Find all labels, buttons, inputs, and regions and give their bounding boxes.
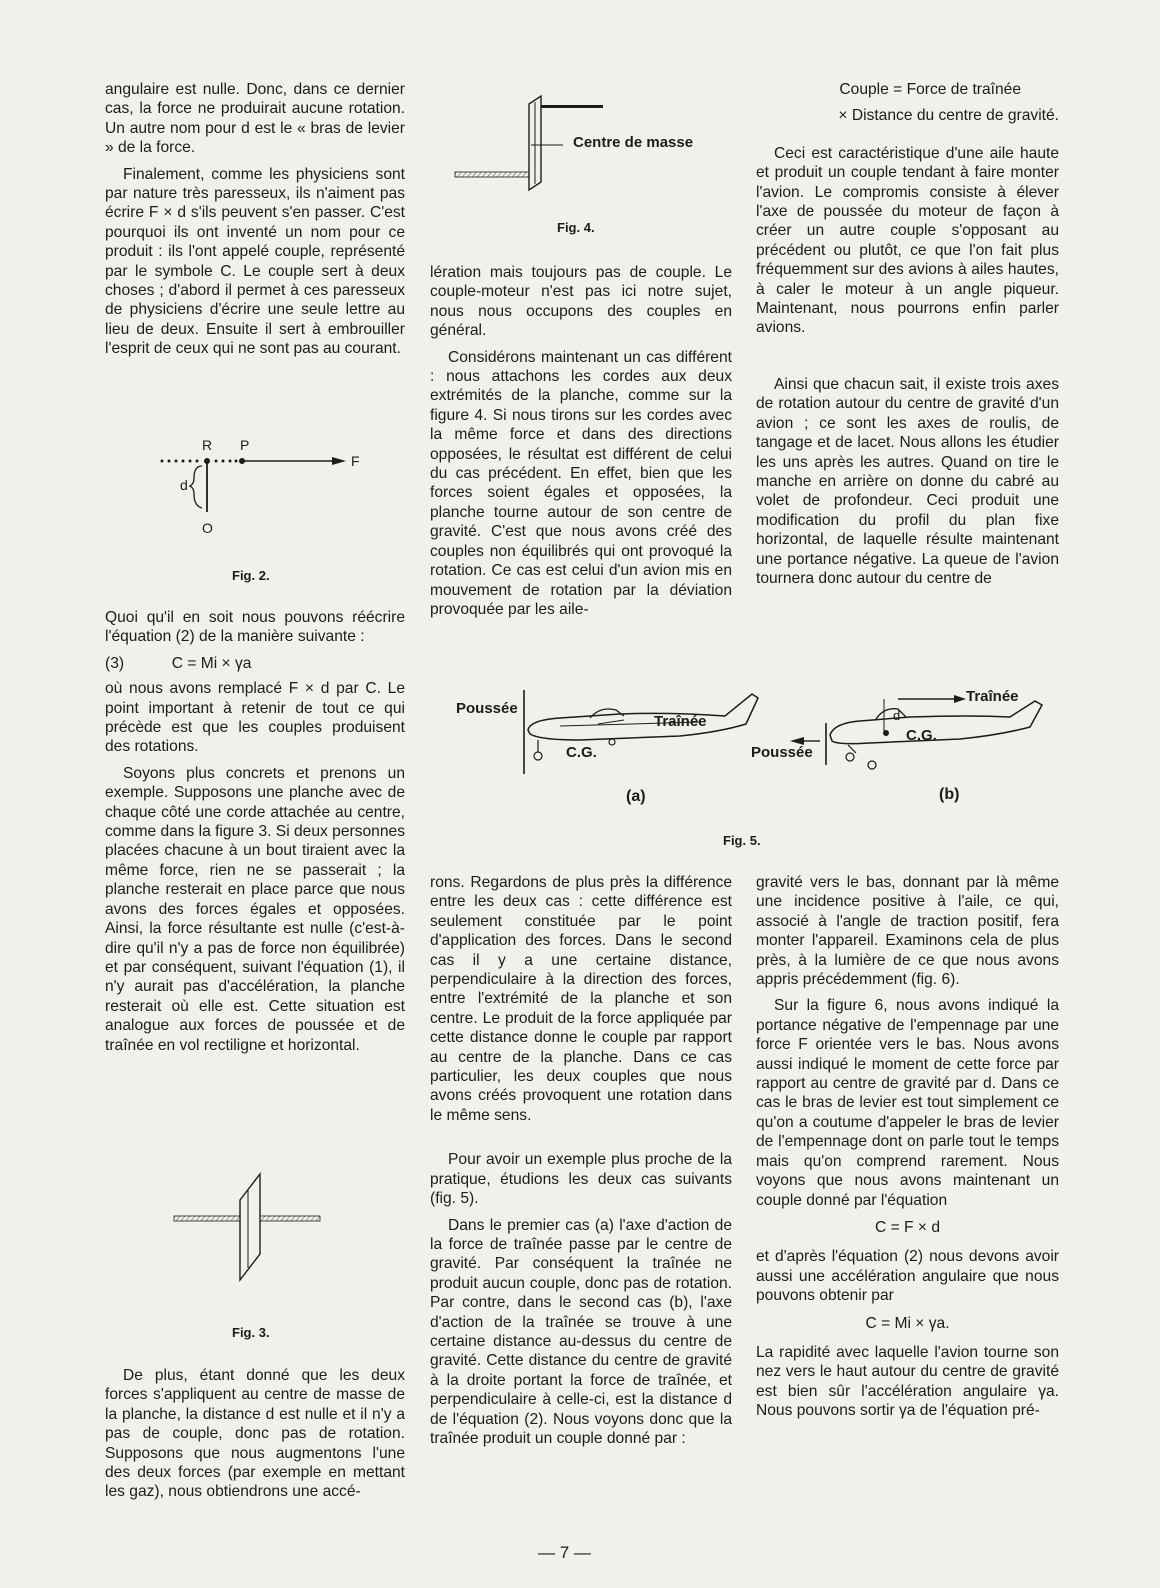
cg-axis xyxy=(598,720,624,724)
paragraph: gravité vers le bas, donnant par là même une incidence positive à l'aile, ce qui, associé à l'angle de traction positif, fera monter l'appareil. Examinons cela de plus près, à la lumière de ce que nous avons appris précédemment (fig. 6). xyxy=(756,874,1059,989)
wheel xyxy=(868,761,876,769)
paragraph: angulaire est nulle. Donc, dans ce dernier cas, la force ne produirait aucune rotation. Un autre nom pour d est le « bras de levier » de la force. xyxy=(105,81,405,157)
landing-gear xyxy=(848,745,856,753)
left-column-bottom xyxy=(105,1366,405,1509)
fig2-label-d: d xyxy=(180,477,188,493)
fig4-rope-top xyxy=(541,105,603,108)
fig3-diagram xyxy=(170,1180,330,1280)
left-column-middle xyxy=(105,608,405,1062)
paragraph: Finalement, comme les physiciens sont par nature très paresseux, ils n'aiment pas écrire F × d s'ils peuvent s'en passer. C'est pourquoi ils ont inventé un nom pour ce produit : ils l'ont appelé couple, représenté par le symbole C. Le couple sert à deux choses ; d'abord il permet à ces paresseux de physiciens d'écrire une seule lettre au lieu de deux. Ensuite il sert à embrouiller l'esprit de ceux qui ne sont pas au courant. xyxy=(105,165,405,358)
paragraph: rons. Regardons de plus près la différence entre les deux cas : cette différence est seulement constituée par le point d'application des forces. Dans le second cas il y a une certaine distance, perpendiculaire à la direction des forces, entre l'extrémité de la planche et son centre. Le produit de la force appliquée par cette distance donne le couple par rapport au centre de la planche. Dans ce cas particulier, les deux couples que nous avons créés provoquent une rotation dans le même sens. xyxy=(430,874,732,1124)
paragraph: Ceci est caractéristique d'une aile haute et produit un couple tendant à faire monter l'avion. Le compromis consiste à élever l'axe de poussée du moteur de façon à créer un autre couple s'opposant au précédent ou plutôt, ce que l'on fait plus fréquemment sur des avions à ailes hautes, à caler le moteur à un angle piqueur. Maintenant, nous pourrons enfin parler avions. xyxy=(756,144,1059,337)
fig5a-tag: (a) xyxy=(626,788,646,805)
fig5b-d-label: d xyxy=(893,708,901,723)
fig4-label-centre-de-masse: Centre de masse xyxy=(573,134,694,151)
arrow-icon xyxy=(332,457,346,465)
fig5-caption: Fig. 5. xyxy=(723,833,761,848)
equation-number: (3) xyxy=(105,654,125,672)
right-column-top xyxy=(756,80,1059,595)
fig2-caption: Fig. 2. xyxy=(232,568,270,583)
middle-column-bottom xyxy=(430,873,732,1455)
fig5a-cg-label: C.G. xyxy=(566,744,597,761)
cg-marker xyxy=(609,739,615,745)
paragraph: Dans le premier cas (a) l'axe d'action de la force de traînée passe par le centre de gravité. Par conséquent la traînée ne produit aucun couple, donc pas de rotation. Par contre, dans le second cas (b), l'axe d'action de la traînée se trouve à une certaine distance au-dessus du centre de gravité. Cette distance du centre de gravité à la droite portant la force de traînée, et perpendiculaire à celle-ci, est la distance d de l'équation (2). Nous voyons donc que la traînée produit un couple donné par : xyxy=(430,1216,732,1447)
fig2-label-f: F xyxy=(351,453,360,469)
fig5b-tag: (b) xyxy=(939,786,960,803)
fig5a-airplane-diagram xyxy=(520,690,770,780)
cg-marker xyxy=(883,730,889,736)
fig2-label-o: O xyxy=(202,520,213,536)
fuselage xyxy=(528,694,758,740)
equation-c-f-d: C = F × d xyxy=(874,1218,940,1236)
paragraph: lération mais toujours pas de couple. Le couple-moteur n'est pas ici notre sujet, nous nous occupons des couples en général. xyxy=(430,264,732,340)
fig3-plank xyxy=(240,1174,260,1280)
fig2-label-r: R xyxy=(202,437,213,453)
paragraph: et d'après l'équation (2) nous devons avoir aussi une accélération angulaire que nous pouvons obtenir par xyxy=(756,1248,1059,1305)
paragraph: La rapidité avec laquelle l'avion tourne son nez vers le haut autour du centre de gravité est bien sûr l'accélération angulaire γa. Nous pouvons sortir γa de l'équation pré- xyxy=(756,1343,1059,1420)
fig2-label-p: P xyxy=(240,437,250,453)
fig3-caption: Fig. 3. xyxy=(232,1325,270,1340)
paragraph: Pour avoir un exemple plus proche de la pratique, étudions les deux cas suivants (fig. 5). xyxy=(430,1151,732,1208)
fig4-rope-bottom xyxy=(455,172,529,177)
page-number: — 7 — xyxy=(538,1543,591,1562)
fig5b-trainee-label: Traînée xyxy=(966,688,1019,705)
fig5a-trainee-label: Traînée xyxy=(654,713,707,730)
paragraph: où nous avons remplacé F × d par C. Le point important à retenir de tout ce qui précède est que les couples produisent des rotations. xyxy=(105,680,405,756)
fig5b-poussee-label: Poussée xyxy=(751,744,813,761)
left-column-top xyxy=(105,80,405,366)
fig4-caption: Fig. 4. xyxy=(557,220,595,235)
middle-column-top xyxy=(430,263,732,626)
formula-line-1: Couple = Force de traînée xyxy=(839,81,1021,98)
arrow-icon xyxy=(954,695,966,703)
wheel xyxy=(846,753,854,761)
right-column-bottom xyxy=(756,873,1059,1428)
equation-text: C = Mi × γa xyxy=(171,654,252,672)
fig3-rope-left xyxy=(174,1216,240,1221)
paragraph: Sur la figure 6, nous avons indiqué la portance négative de l'empennage par une force F orientée vers le bas. Nous avons aussi indiqué le moment de cette force par rapport au centre de gravité par d. Dans ce cas le bras de levier est tout simplement ce qu'on a coutume d'appeler le bras de levier de l'empennage dont on parle tout le temps mais qu'on comprend rarement. Nous voyons que nous avons maintenant un couple donné par l'équation xyxy=(756,997,1059,1209)
equation-3 xyxy=(105,654,405,673)
brace-icon xyxy=(190,466,202,508)
wheel xyxy=(534,752,542,760)
fig5b-cg-label: C.G. xyxy=(906,727,937,744)
paragraph: Quoi qu'il en soit nous pouvons réécrire l'équation (2) de la manière suivante : xyxy=(105,609,405,646)
fig2-dotted-line xyxy=(161,458,246,464)
formula-line-2: × Distance du centre de gravité. xyxy=(838,107,1059,125)
equation-c-mi-ya: C = Mi × γa. xyxy=(865,1314,950,1332)
paragraph: De plus, étant donné que les deux forces s'appliquent au centre de masse de la planche, la distance d est nulle et il n'y a pas de couple, donc pas de rotation. Supposons que nous augmentons l'une des deux forces (par exemple en mettant les gaz), nous obtiendrons une accé- xyxy=(105,1367,405,1501)
paragraph: Ainsi que chacun sait, il existe trois axes de rotation autour du centre de gravité d'un avion ; ce sont les axes de roulis, de tangage et de lacet. Nous allons les étudier les uns après les autres. Quand on tire le manche en arrière on donne du cabré au volet de profondeur. Ceci produit une modification du profil du plan fixe horizontal, de laquelle résulte maintenant une portance négative. La queue de l'avion tournera donc autour du centre de xyxy=(756,375,1059,587)
fig5a-poussee-label: Poussée xyxy=(456,700,518,717)
paragraph: Soyons plus concrets et prenons un exemple. Supposons une planche avec de chaque côté une corde attachée au centre, comme dans la figure 3. Si deux personnes placées chacune à un bout tiraient avec la même force, rien ne se passerait ; la planche resterait en place parce que nous avons des forces égales et opposées. Ainsi, la force résultante est nulle (c'est-à-dire qu'il n'y a pas de force non équilibrée) et par conséquent, suivant l'équation (1), il n'y aurait pas d'accélération, la planche resterait où elle est. Cette situation est analogue aux forces de poussée et de traînée en vol rectiligne et horizontal. xyxy=(105,764,405,1054)
paragraph: Considérons maintenant un cas différent : nous attachons les cordes aux deux extrémités de la planche, comme sur la figure 4. Si nous tirons sur les cordes avec la même force et dans des directions opposées, le résultat est différent de celui du cas précédent. En effet, bien que les forces soient égales et opposées, la planche tourne autour de son centre de gravité. C'est que nous avons créé des couples non équilibrés qui ont provoqué la rotation. Ce cas est celui d'un avion mis en mouvement de rotation par la déviation provoquée par les aile- xyxy=(430,348,732,618)
